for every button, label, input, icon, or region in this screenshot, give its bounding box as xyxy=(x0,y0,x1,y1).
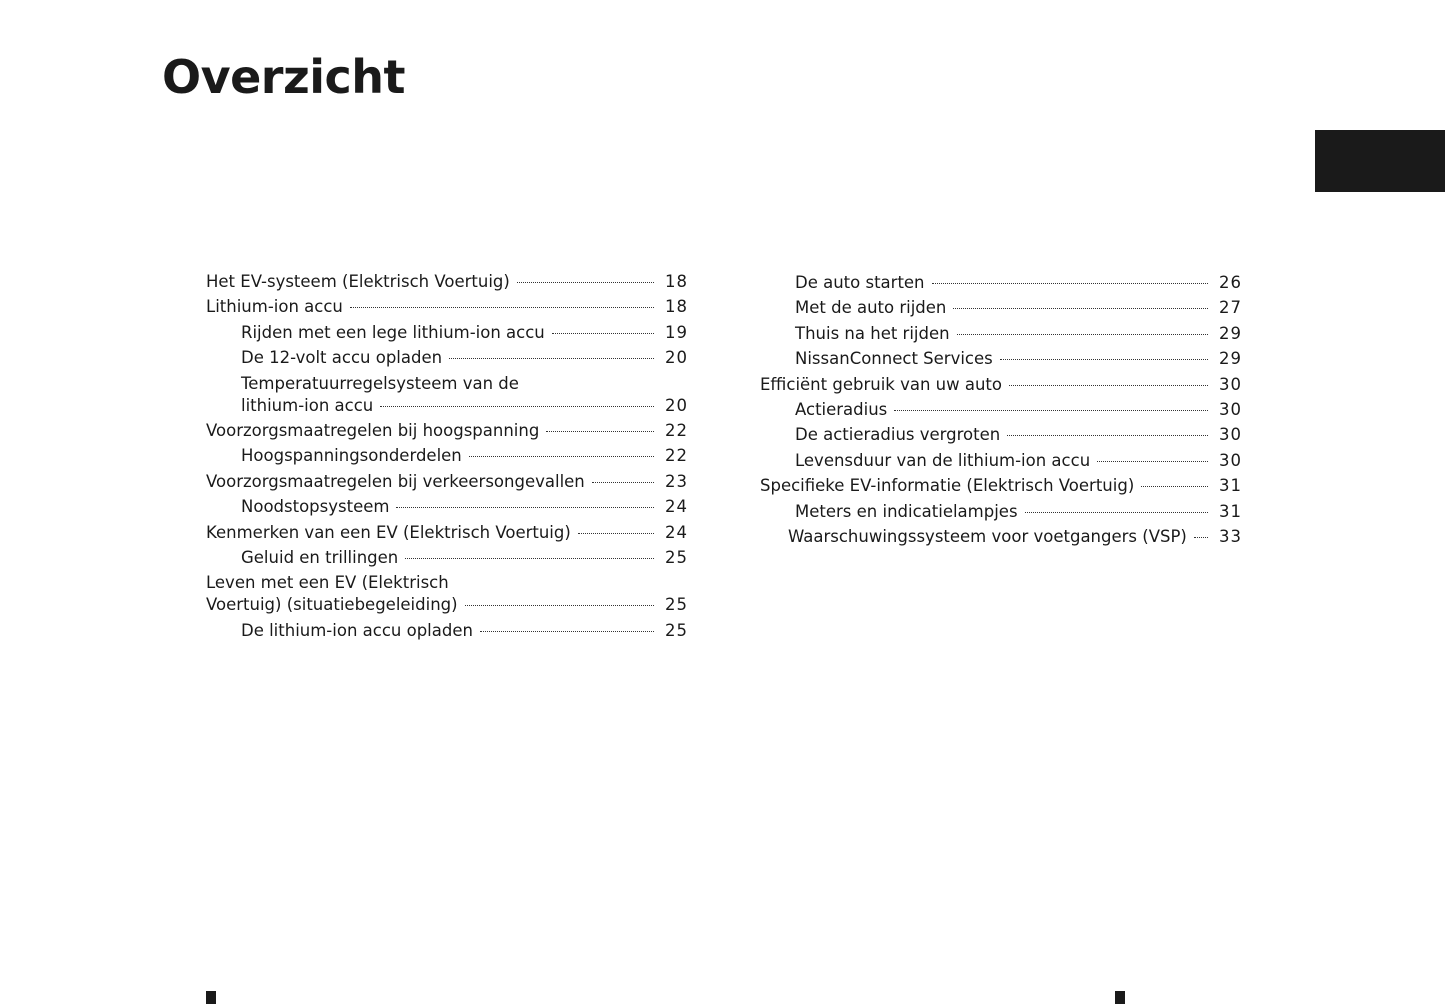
toc-entry[interactable] xyxy=(206,420,688,442)
toc-page-number: 23 xyxy=(665,471,688,491)
toc-page-number: 29 xyxy=(1219,323,1242,343)
toc-page-number: 25 xyxy=(665,620,688,640)
toc-entry[interactable] xyxy=(206,373,688,417)
toc-entry[interactable] xyxy=(206,271,688,293)
toc-entry[interactable] xyxy=(206,322,688,344)
toc-entry-title: Met de auto rijden xyxy=(795,298,947,318)
dot-leader xyxy=(480,631,654,632)
toc-page-number: 26 xyxy=(1219,273,1242,292)
dot-leader xyxy=(1194,537,1208,538)
toc-entry-title: Levensduur van de lithium-ion accu xyxy=(795,450,1091,470)
toc-page-number: 22 xyxy=(665,446,688,466)
toc-entry-title-line1: Leven met een EV (Elektrisch xyxy=(206,573,449,593)
toc-page-number: 24 xyxy=(665,497,688,517)
dot-leader xyxy=(449,358,654,359)
dot-leader xyxy=(592,482,654,483)
toc-entry[interactable] xyxy=(760,424,1242,446)
toc-entry[interactable] xyxy=(760,475,1242,497)
toc-page-number: 29 xyxy=(1219,349,1242,369)
toc-entry-title: De auto starten xyxy=(795,273,925,292)
chapter-tab-marker xyxy=(1315,130,1445,192)
dot-leader xyxy=(405,558,654,559)
toc-page-number: 30 xyxy=(1219,425,1242,445)
toc-entry-title: Waarschuwingssysteem voor voetgangers (VSP) xyxy=(788,526,1187,546)
toc-page-number: 30 xyxy=(1219,374,1242,394)
toc-entry-title: Actieradius xyxy=(795,399,888,419)
toc-page-number: 20 xyxy=(665,395,688,415)
toc-entry-title: Voorzorgsmaatregelen bij verkeersongevallen xyxy=(206,471,585,491)
toc-entry-title: Kenmerken van een EV (Elektrisch Voertuig) xyxy=(206,522,571,542)
dot-leader xyxy=(546,431,654,432)
dot-leader xyxy=(380,406,654,407)
toc-entry[interactable] xyxy=(206,445,688,467)
dot-leader xyxy=(894,410,1208,411)
toc-entry-title: Thuis na het rijden xyxy=(795,323,950,343)
toc-entry-title: Voorzorgsmaatregelen bij hoogspanning xyxy=(206,420,540,440)
toc-entry[interactable] xyxy=(760,501,1242,523)
toc-entry-title: Specifieke EV-informatie (Elektrisch Voertuig) xyxy=(760,476,1135,496)
toc-page-number: 20 xyxy=(665,348,688,368)
page-title: Overzicht xyxy=(162,50,406,104)
toc-entry-title: De lithium-ion accu opladen xyxy=(241,620,473,640)
dot-leader xyxy=(953,308,1208,309)
toc-entry-title: Rijden met een lege lithium-ion accu xyxy=(241,322,545,342)
toc-page-number: 31 xyxy=(1219,476,1242,496)
dot-leader xyxy=(1141,486,1208,487)
dot-leader xyxy=(465,605,654,606)
toc-entry-title: Noodstopsysteem xyxy=(241,497,390,517)
dot-leader xyxy=(552,333,654,334)
toc-entry-title: Het EV-systeem (Elektrisch Voertuig) xyxy=(206,272,510,291)
toc-page-number: 30 xyxy=(1219,450,1242,470)
dot-leader xyxy=(350,307,654,308)
toc-page-number: 25 xyxy=(665,595,688,615)
toc-entry-title: lithium-ion accu xyxy=(241,395,374,415)
toc-entry[interactable] xyxy=(760,374,1242,396)
toc-entry-title: Lithium-ion accu xyxy=(206,297,343,317)
dot-leader xyxy=(1007,435,1208,436)
toc-entry-title: De 12-volt accu opladen xyxy=(241,348,443,368)
toc-page-number: 19 xyxy=(665,322,688,342)
dot-leader xyxy=(957,334,1208,335)
toc-entry[interactable] xyxy=(760,297,1242,319)
dot-leader xyxy=(396,507,654,508)
toc-entry[interactable] xyxy=(206,522,688,544)
toc-entry[interactable] xyxy=(206,620,688,642)
toc-page-number: 24 xyxy=(665,522,688,542)
toc-entry-title: Geluid en trillingen xyxy=(241,547,399,567)
toc-entry[interactable] xyxy=(206,547,688,569)
toc-entry[interactable] xyxy=(206,471,688,493)
toc-entry[interactable] xyxy=(760,348,1242,370)
toc-entry-title: De actieradius vergroten xyxy=(795,425,1001,445)
toc-page-number: 25 xyxy=(665,547,688,567)
toc-entry[interactable] xyxy=(206,296,688,318)
crop-mark-right xyxy=(1115,991,1125,1004)
toc-entry[interactable] xyxy=(206,572,688,616)
toc-entry-title: Meters en indicatielampjes xyxy=(795,501,1018,521)
toc-page-number: 22 xyxy=(665,420,688,440)
dot-leader xyxy=(1097,461,1208,462)
toc-page-number: 18 xyxy=(665,272,688,291)
toc-entry-title: Efficiënt gebruik van uw auto xyxy=(760,374,1002,394)
toc-entry-title: Hoogspanningsonderdelen xyxy=(241,446,462,466)
toc-page-number: 18 xyxy=(665,297,688,317)
toc-entry[interactable] xyxy=(760,399,1242,421)
toc-entry[interactable] xyxy=(760,450,1242,472)
toc-entry[interactable] xyxy=(760,526,1242,548)
toc-entry-title: NissanConnect Services xyxy=(795,349,993,369)
toc-entry-title-line1: Temperatuurregelsysteem van de xyxy=(241,373,519,393)
dot-leader xyxy=(517,282,654,283)
toc-entry[interactable] xyxy=(760,323,1242,345)
toc-page-number: 30 xyxy=(1219,399,1242,419)
toc-entry[interactable] xyxy=(206,496,688,518)
toc-right-column xyxy=(760,272,1242,551)
dot-leader xyxy=(578,533,654,534)
toc-left-column xyxy=(206,271,688,645)
dot-leader xyxy=(1000,359,1208,360)
dot-leader xyxy=(932,283,1208,284)
toc-entry-title: Voertuig) (situatiebegeleiding) xyxy=(206,595,458,615)
toc-page-number: 31 xyxy=(1219,501,1242,521)
dot-leader xyxy=(1025,512,1208,513)
dot-leader xyxy=(1009,385,1208,386)
toc-page-number: 27 xyxy=(1219,298,1242,318)
toc-entry[interactable] xyxy=(206,347,688,369)
toc-page-number: 33 xyxy=(1219,526,1242,546)
toc-entry[interactable] xyxy=(760,272,1242,294)
dot-leader xyxy=(469,456,654,457)
crop-mark-left xyxy=(206,991,216,1004)
